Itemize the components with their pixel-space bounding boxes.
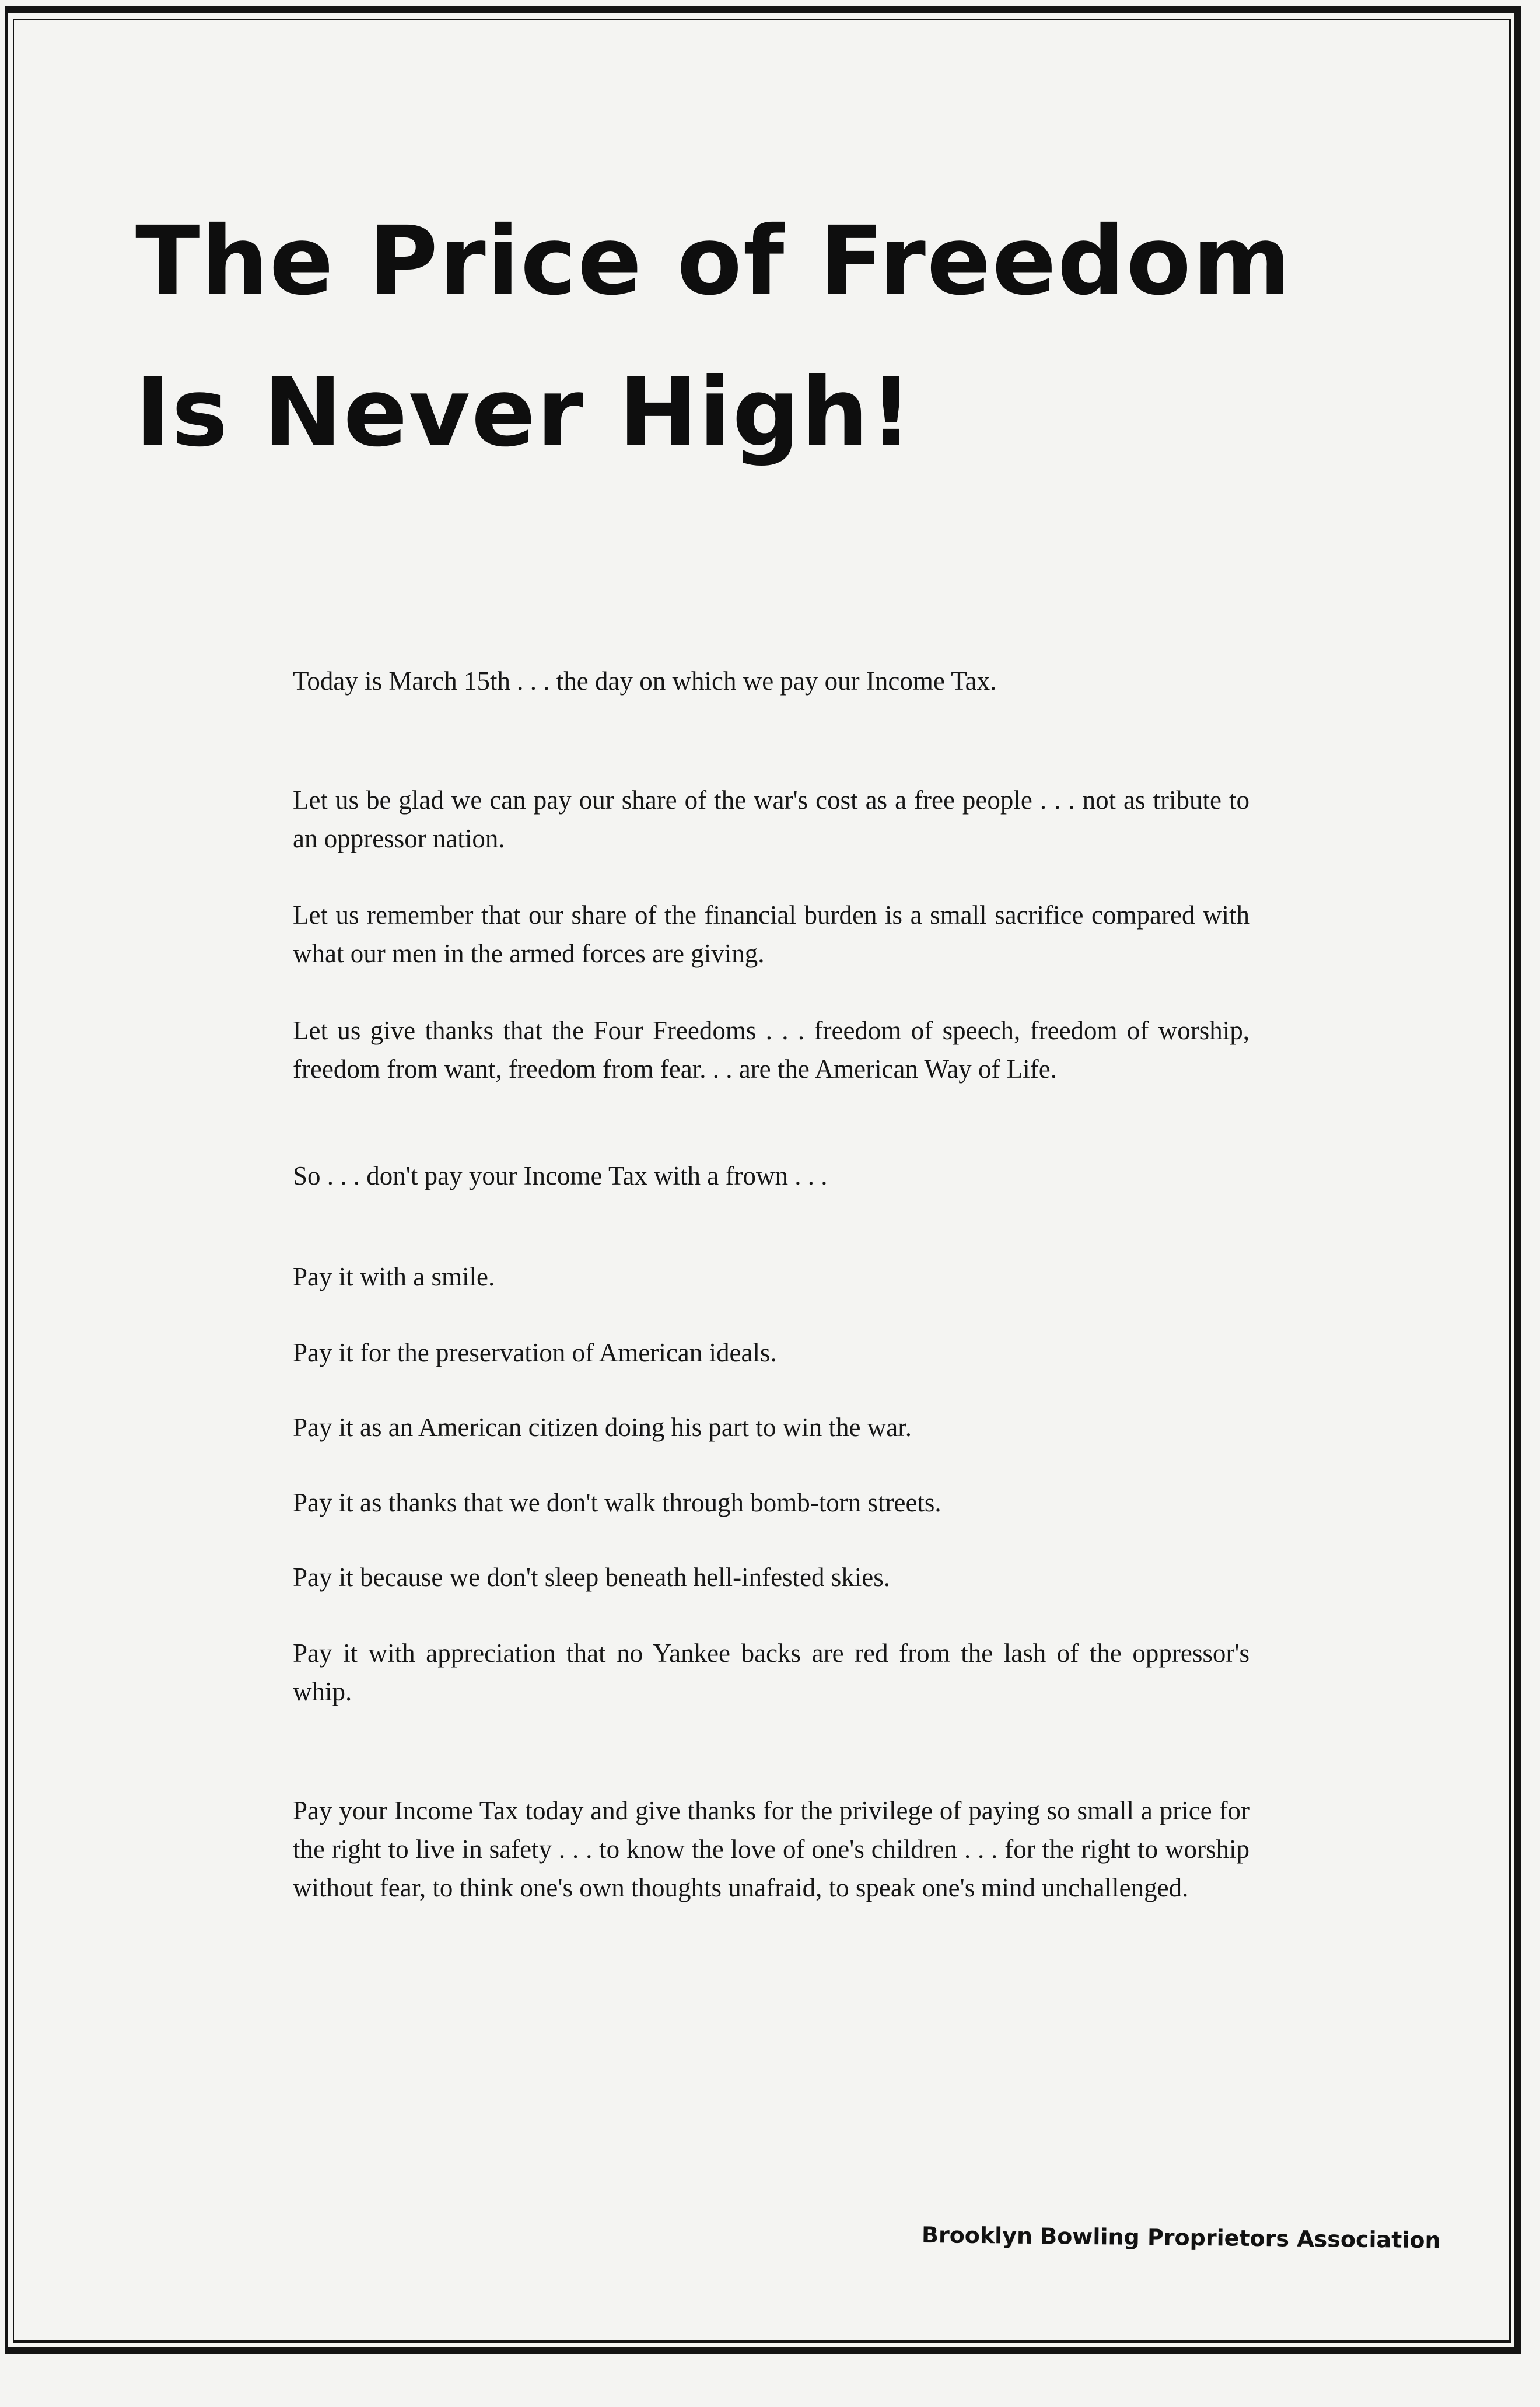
paragraph-streets: Pay it as thanks that we don't walk through bomb-torn streets. (293, 1488, 942, 1517)
headline-line-2: Is Never High! (135, 358, 914, 468)
signature: Brooklyn Bowling Proprietors Association (921, 2222, 1441, 2254)
paragraph-smile: Pay it with a smile. (293, 1262, 495, 1291)
paragraph-skies: Pay it because we don't sleep beneath hell-infested skies. (293, 1563, 891, 1592)
headline (135, 186, 1292, 489)
paragraph-citizen: Pay it as an American citizen doing his part to win the war. (293, 1413, 912, 1442)
paragraph-intro: Today is March 15th . . . the day on which we pay our Income Tax. (293, 666, 997, 696)
paragraph-so: So . . . don't pay your Income Tax with a frown . . . (293, 1161, 828, 1190)
paragraph-ideals: Pay it for the preservation of American ideals. (293, 1338, 777, 1367)
paragraph-remember: Let us remember that our share of the financial burden is a small sacrifice compared with what our men in the armed forces are giving. (293, 900, 1250, 968)
paragraph-glad: Let us be glad we can pay our share of the war's cost as a free people . . . not as tribute to an oppressor nation. (293, 785, 1250, 853)
headline-line-1: The Price of Freedom (135, 207, 1292, 316)
paragraph-whip: Pay it with appreciation that no Yankee backs are red from the lash of the oppressor's whip. (293, 1639, 1250, 1706)
paragraph-four-freedoms: Let us give thanks that the Four Freedoms . . . freedom of speech, freedom of worship, freedom from want, freedom from fear. . . are the American Way of Life. (293, 1016, 1250, 1084)
paragraph-closing: Pay your Income Tax today and give thanks for the privilege of paying so small a price for the right to live in safety . . . to know the love of one's children . . . for the right to worship without fear, to think one's own thoughts unafraid, to speak one's mind unchallenged. (293, 1796, 1250, 1902)
